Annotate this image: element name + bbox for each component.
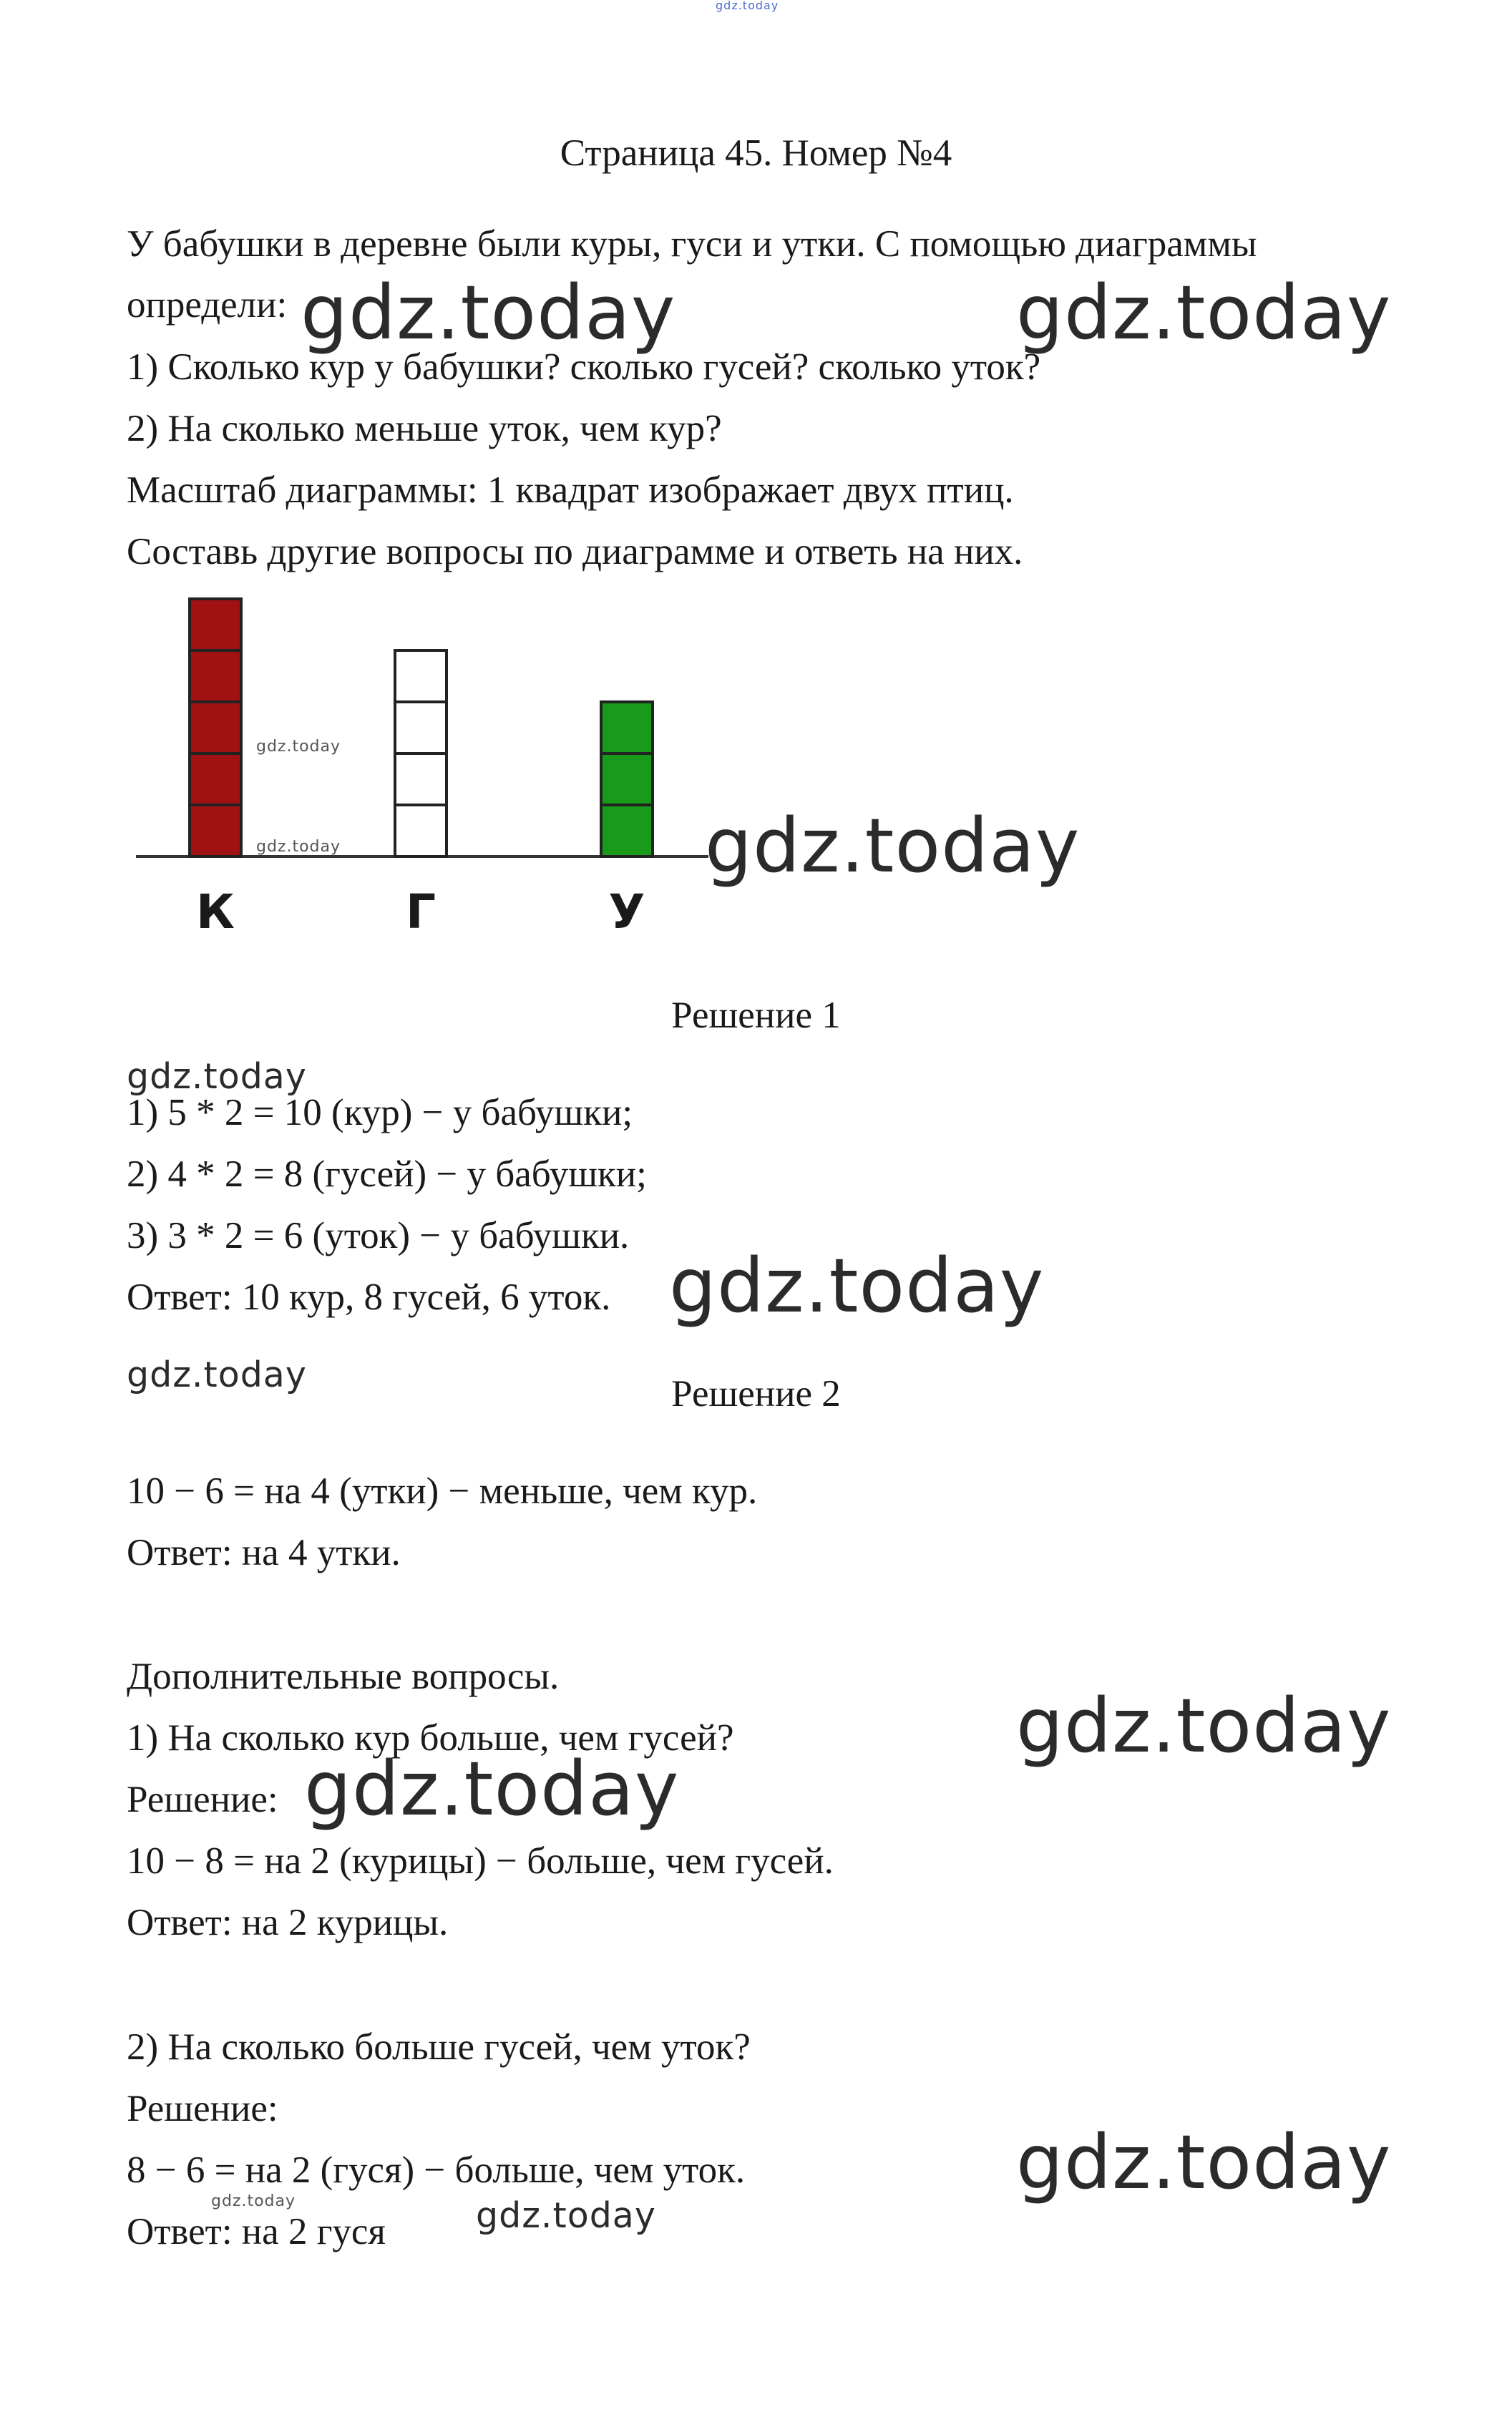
solution-line: 10 − 8 = на 2 (курицы) − больше, чем гусей. — [127, 1840, 834, 1882]
bar-square — [190, 805, 241, 856]
bar-square — [601, 805, 653, 856]
bar-square — [395, 753, 447, 805]
bar-square — [601, 753, 653, 805]
category-label: У — [608, 884, 645, 939]
bar-square — [395, 702, 447, 753]
bar-chart — [136, 597, 723, 941]
watermark: gdz.today — [256, 738, 341, 756]
solution-answer: Ответ: на 2 курицы. — [127, 1902, 449, 1943]
task-text: У бабушки в деревне были куры, гуси и утки. С помощью диаграммы — [127, 223, 1257, 265]
bar-1 — [190, 599, 241, 856]
watermark: gdz.today — [211, 2192, 296, 2210]
task-question: 1) Сколько кур у бабушки? сколько гусей? сколько уток? — [127, 346, 1041, 388]
bar-2 — [395, 650, 447, 856]
bar-square — [395, 805, 447, 856]
watermark: gdz.today — [1016, 2119, 1392, 2206]
category-label: К — [196, 884, 235, 939]
bar-square — [395, 650, 447, 702]
watermark: gdz.today — [1016, 1682, 1392, 1769]
task-scale: Масштаб диаграммы: 1 квадрат изображает двух птиц. — [127, 469, 1014, 511]
solution-answer: Ответ: на 4 утки. — [127, 1532, 401, 1573]
bar-3 — [601, 702, 653, 856]
page-title: Страница 45. Номер №4 — [560, 132, 952, 174]
additional-question: 1) На сколько кур больше, чем гусей? — [127, 1717, 734, 1759]
bar-square — [190, 599, 241, 650]
solution-line: 3) 3 * 2 = 6 (уток) − у бабушки. — [127, 1215, 630, 1256]
bar-square — [190, 753, 241, 805]
solution-answer: Ответ: на 2 гуся — [127, 2211, 386, 2252]
solution-line: 10 − 6 = на 4 (утки) − меньше, чем кур. — [127, 1470, 758, 1512]
watermark: gdz.today — [1016, 269, 1392, 356]
solution-line: 1) 5 * 2 = 10 (кур) − у бабушки; — [127, 1092, 633, 1133]
task-question: 2) На сколько меньше уток, чем кур? — [127, 408, 722, 449]
watermark: gdz.today — [716, 0, 779, 12]
additional-title: Дополнительные вопросы. — [127, 1656, 560, 1697]
bar-square — [190, 650, 241, 702]
solution-title: Решение 1 — [671, 995, 841, 1036]
task-text: определи: — [127, 284, 288, 326]
watermark: gdz.today — [127, 1354, 307, 1395]
solution-line: 2) 4 * 2 = 8 (гусей) − у бабушки; — [127, 1153, 647, 1195]
watermark: gdz.today — [256, 838, 341, 856]
watermark: gdz.today — [476, 2195, 656, 2236]
additional-question: 2) На сколько больше гусей, чем уток? — [127, 2026, 751, 2068]
watermark: gdz.today — [301, 269, 676, 356]
solution-title: Решение 2 — [671, 1373, 841, 1415]
bar-square — [601, 702, 653, 753]
watermark: gdz.today — [127, 1056, 307, 1097]
solution-label: Решение: — [127, 1779, 278, 1820]
watermark: gdz.today — [304, 1745, 680, 1832]
solution-label: Решение: — [127, 2088, 278, 2129]
task-extra: Составь другие вопросы по диаграмме и ответь на них. — [127, 531, 1023, 572]
category-label: Г — [405, 884, 436, 939]
watermark: gdz.today — [669, 1242, 1045, 1329]
bar-square — [190, 702, 241, 753]
solution-answer: Ответ: 10 кур, 8 гусей, 6 уток. — [127, 1276, 611, 1318]
solution-line: 8 − 6 = на 2 (гуся) − больше, чем уток. — [127, 2149, 746, 2191]
watermark: gdz.today — [705, 802, 1081, 889]
